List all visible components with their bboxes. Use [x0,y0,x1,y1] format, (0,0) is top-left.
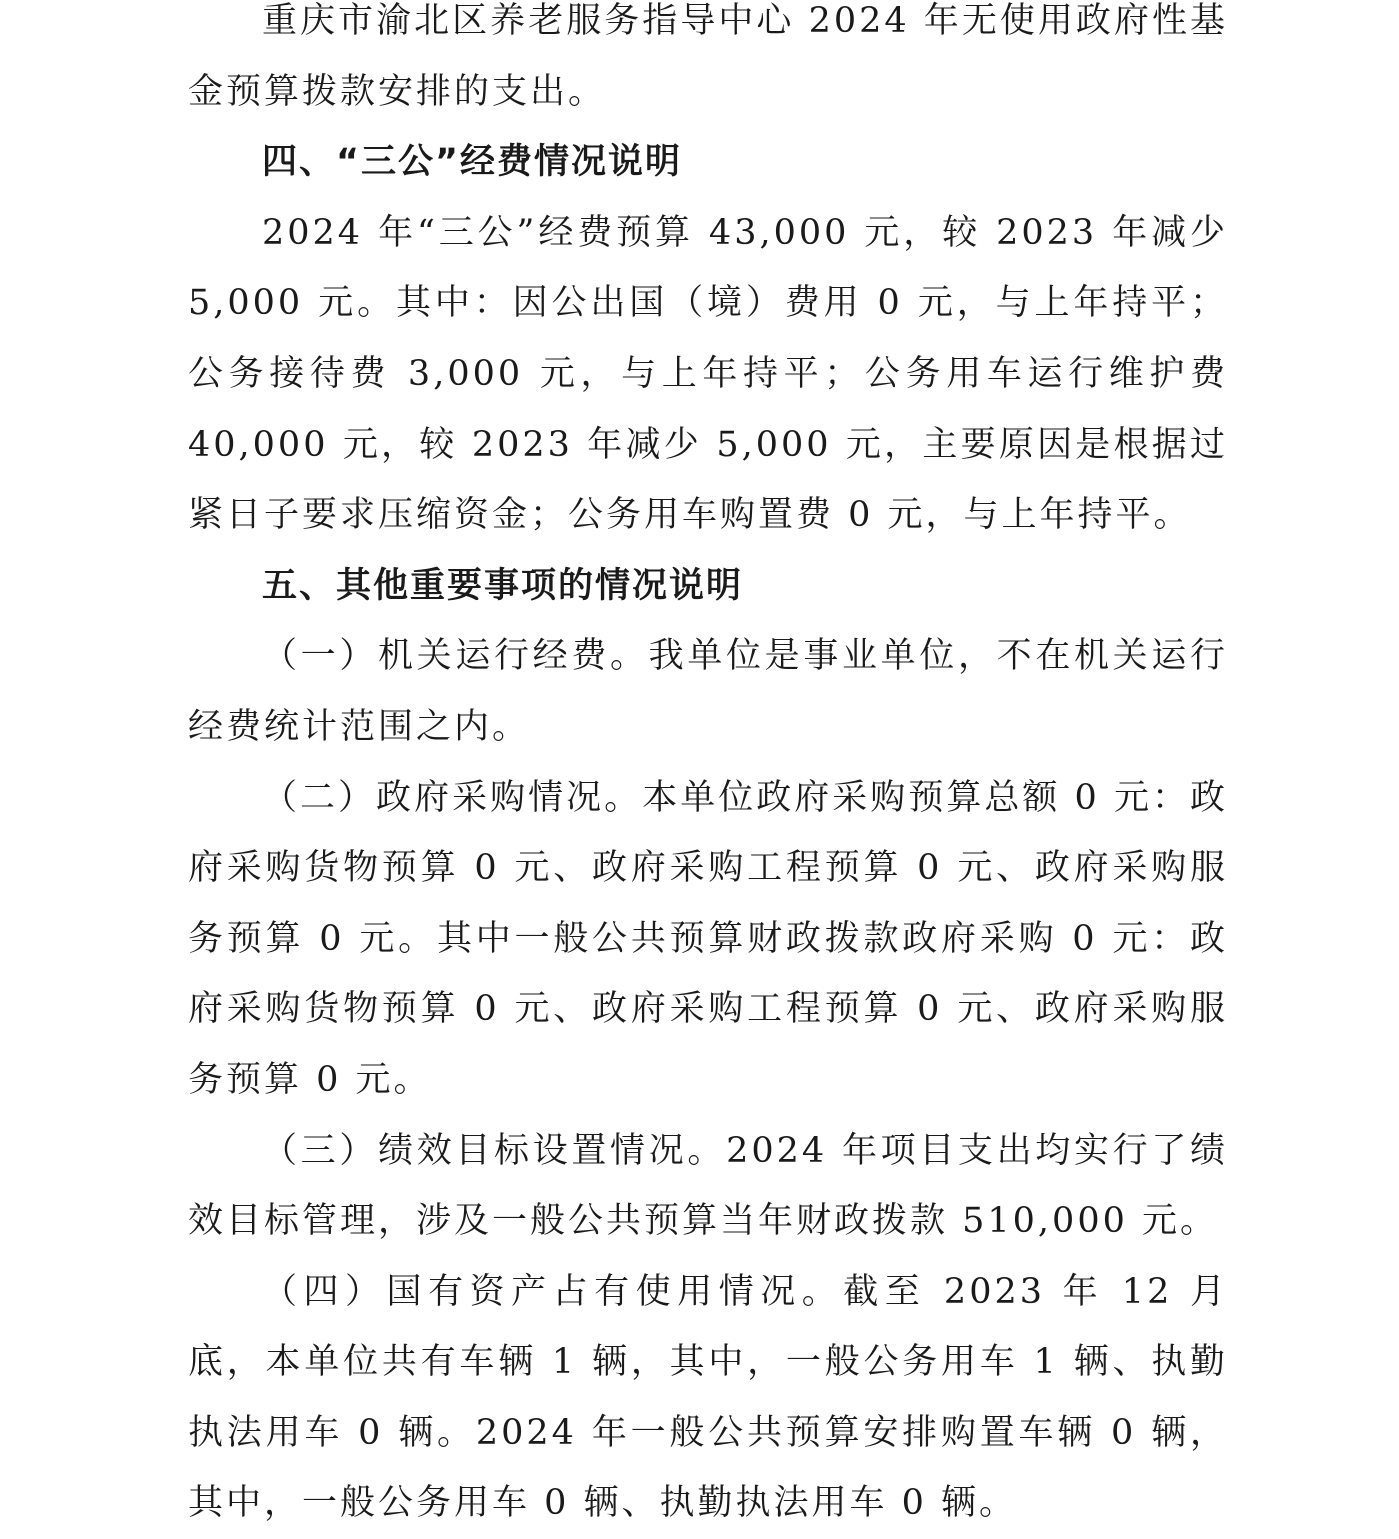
paragraph-government-fund: 重庆市渝北区养老服务指导中心 2024 年无使用政府性基金预算拨款安排的支出。 [188,1,1228,112]
paragraph-state-assets: （四）国有资产占有使用情况。截至 2023 年 12 月底，本单位共有车辆 1 辆，其中，一般公务用车 1 辆、执勤执法用车 0 辆。2024 年一般公共预算安排购置车辆 0 辆，其中，一般公务用车 0 辆、执勤执法用车 0 辆。 [188,1271,1228,1524]
paragraph-performance-targets: （三）绩效目标设置情况。2024 年项目支出均实行了绩效目标管理，涉及一般公共预算当年财政拨款 510,000 元。 [188,1130,1228,1242]
paragraph-three-public-expenses: 2024 年“三公”经费预算 43,000 元，较 2023 年减少 5,000 元。其中：因公出国（境）费用 0 元，与上年持平；公务接待费 3,000 元，与上年持平；公务用车运行维护费 40,000 元，较 2023 年减少 5,000 元，主要原因是根据过紧日子要求压缩资金；公务用车购置费 0 元，与上年持平。 [188,212,1228,536]
document-body [188,0,1228,1539]
paragraph-government-procurement: （二）政府采购情况。本单位政府采购预算总额 0 元：政府采购货物预算 0 元、政府采购工程预算 0 元、政府采购服务预算 0 元。其中一般公共预算财政拨款政府采购 0 元：政府采购货物预算 0 元、政府采购工程预算 0 元、政府采购服务预算 0 元。 [188,777,1228,1100]
section-heading-three-public-expenses: 四、“三公”经费情况说明 [262,142,683,183]
paragraph-operating-expenses: （一）机关运行经费。我单位是事业单位，不在机关运行经费统计范围之内。 [188,636,1228,747]
section-heading-other-matters: 五、其他重要事项的情况说明 [262,565,744,606]
